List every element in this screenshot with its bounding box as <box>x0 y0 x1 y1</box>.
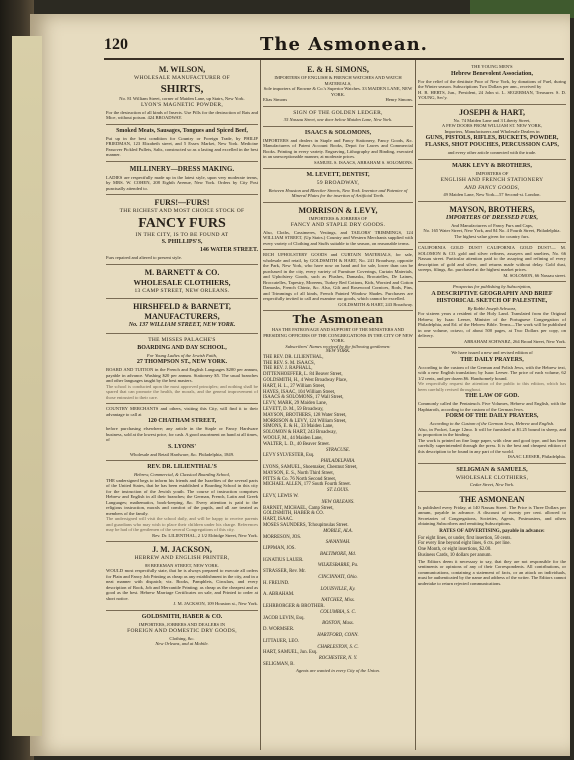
agent-name: MAYSON, BROTHERS, 128 Water Street, <box>263 412 347 418</box>
agent-name: THE REV. S. M. ISAACS, <box>263 360 315 366</box>
ad-display-line: FANCY FURS <box>138 215 226 231</box>
page-number: 120 <box>104 36 128 53</box>
asmonean-agents: The Asmonean HAS THE PATRONAGE AND SUPPORT OF THE MINISTERS AND PRESIDING OFFICERS OF THE CONGREGATIONS IN THE CITY OF NEW YORK. Subscribers' Names received by the following gentlemen: NEW YORK. THE REV. DR. LILIENTHAL, THE REV. S. M. ISAACS, THE REV. J. RAPHALL, DITTENHOEFFER, L. 84 Beaver Street, GOLDSMITH, H., 4 West Broadway Place, HART, H. L., 27 William Street, HAYES, ISAAC, 104 William Street, ISAACS & SOLOMONS, 17 Wall Street, LEVY, MARK, 29 Maiden Lane, LEVETT, D. M., 59 Broadway, MAYSON, BROTHERS, 128 Water Street, MORRISON & LEVY, 124 William Street, SIMONS, E. & H., 33 Maiden Lane, SOLOMON & HART, 243 Broadway, WOOLF, M., 44 Maiden Lane, WALTER, L. D., 40 Beaver Street. SYRACUSE. LEVY SYLVESTER, Esq. PHILADELPHIA. LYONS, SAMUEL, Shoemaker, Chestnut Street, MAYSON, E. S., North Third Street, PITTS & Co. 76 North Second Street, MICHAEL ALLEN, 177 South Fourth Street. ST. LOUIS. LEVY, LEWIS W. NEW ORLEANS. BARNET, MICHAEL, Camp Street, GOLDSMITH, HABER & CO. HART, ISAAC. MOSES SAUNDERS, Tchoupitoulas Street. MOBILE, ALA. MORRESON, JOS. SAVANNAH. LIPPMAN, JOS. BALTIMORE, Md. IGNATIUS LAUER. WILKESBARRE, Pa. STRASSER, Rev. Mr. CINCINNATI, Ohio. H. FREUND. LOUISVILLE, Ky. A. ABRAHAM. NATCHEZ, Miss. LEHRBORGER & BROTHER. COLUMBIA, S. C. JACOB LEVIN, Esq. BOSTON, Mass. D. WORMSER. HARTFORD, CONN. LITTAUER, LEO. CHARLESTON, S. C. HART, SAMUEL, Jun. Esq. ROCHESTER, N. Y. SELIGMAN, B. Agents are wanted in every City of the Union. <box>263 313 413 673</box>
rate-line: For every line beyond eight lines, 6 cts. per line. <box>418 541 511 547</box>
ad-boarding-school: THE MISSES PALACHE'S BOARDING AND DAY SCHOOL, For Young Ladies of the Jewish Faith, 27 THOMPSON ST., NEW YORK. BOARD AND TUITION in the French and English Languages $200 per annum, payable in advance. Washing $20 per annum. Stationery $5. The usual branches and other languages taught by the best masters. The school is conducted upon the most approved principles; and nothing shall be spared that can promote the health, the morals, and the general improvement of those entrusted to their care. <box>106 334 258 404</box>
agent-city: LOUISVILLE, Ky. <box>320 586 356 592</box>
agent-name: HAYES, ISAAC, 104 William Street, <box>263 389 336 395</box>
agent-name: GOLDSMITH, H., 4 West Broadway Place, <box>263 377 348 383</box>
agent-city: ROCHESTER, N. Y. <box>318 656 358 662</box>
agent-city: PHILADELPHIA. <box>320 459 356 465</box>
agent-city: COLUMBIA, S. C. <box>320 609 356 615</box>
ad-california-gold: CALIFORNIA GOLD DUST! CALIFORNIA GOLD DUST!— M. SOLOMON & CO. gold and silver refiners, assayers and smelters, No. 66 Nassau street. Particular attention paid to the assaying and refining of every description of gold and silver, and returns made without delay. Gold dust, sweeps, filings, &c. purchased at the highest market prices. M. SOLOMON, 66 Nassau street. <box>418 243 566 282</box>
agent-city: CINCINNATI, Ohio. <box>318 575 358 581</box>
rate-line: For eight lines, or under, first insertion, 50 cents. <box>418 535 512 541</box>
agent-name: LEVETT, D. M., 59 Broadway, <box>263 406 324 412</box>
page-header <box>104 34 564 60</box>
agent-name: MORRESON, JOS. <box>263 534 302 540</box>
agent-name: H. FREUND. <box>263 580 290 586</box>
agent-city: WILKESBARRE, Pa. <box>317 563 359 569</box>
ad-goldsmith-haber: GOLDSMITH, HABER & CO. IMPORTERS, JOBBERS AND DEALERS IN FOREIGN AND DOMESTIC DRY GOODS, Clothing, &c. New Orleans, and at Mobile. <box>127 613 237 646</box>
ad-mayson-brothers: MAYSON, BROTHERS, IMPORTERS OF DRESSED FURS, And Manufacturers of Fancy Furs and Caps, No. 165 Water Street, New York, and 84 No. 4 Fourth Street, Philadelphia. The highest value given for country furs. <box>418 202 566 244</box>
masthead-title: The Asmonean. <box>260 34 428 55</box>
ad-dentist: M. LEVETT, DENTIST, 59 BROADWAY, Between Houston and Bleecker Streets, New York. Inventor and Patentee of Mineral Plates for the insertion of Artificial Teeth. <box>263 169 413 203</box>
section-title: The Asmonean <box>292 313 384 326</box>
agent-name: WALTER, L. D., 40 Beaver Street. <box>263 441 330 447</box>
agent-name: A. ABRAHAM. <box>263 592 295 598</box>
ad-hirshfeld: HIRSHFELD & BARNETT, MANUFACTURERS, No. 137 WILLIAM STREET, NEW YORK. <box>106 299 258 334</box>
agent-name: MORRISON & LEVY, 124 William Street, <box>263 418 347 424</box>
agent-city: NEW ORLEANS. <box>321 499 355 505</box>
agent-name: ISAACS & SOLOMONS, 17 Wall Street, <box>263 395 344 401</box>
agent-city: NATCHEZ, Miss. <box>321 598 355 604</box>
ad-mark-levy: MARK LEVY & BROTHERS, IMPORTERS OF ENGLISH AND FRENCH STATIONERY AND FANCY GOODS, 49 Maiden Lane, New York—57 Second-st. London. <box>418 160 566 202</box>
agent-name: LYONS, SAMUEL, Shoemaker, Chestnut Street, <box>263 464 358 470</box>
agent-name: MICHAEL ALLEN, 177 South Fourth Street. <box>263 482 351 488</box>
agent-name: BARNET, MICHAEL, Camp Street, <box>263 505 334 511</box>
ad-daily-prayers: We have issued a new and revised edition of THE DAILY PRAYERS, According to the custom of the German and Polish Jews, with the Hebrew text, with a new English translation; by Isaac Leeser. The price of each volume, 62 1/2 cents, and per dozen $6. Handsomely bound. We respectfully request the attention of the public to this edition, which has been carefully revised throughout. THE LAW OF GOD. Commonly called the Pentateuch. Five Volumes, Hebrew and English, with the Haphtaroth, according to the custom of the German Jews. FORM OF THE DAILY PRAYERS, According to the Custom of the German Jews, Hebrew and English. Also, in Pocket, Large 12mo. It will be furnished at $1.25 bound in sheep, and in proportion in the binding. The work is printed on fine large paper, with clear and good type, and has been carefully superintended through the press. It is the best and cheapest edition of this description to be found in any part of the world. ISAAC LEESER, Philadelphia. <box>418 348 566 464</box>
ad-smoked-meats: Smoked Meats, Sausages, Tongues and Spiced Beef, Put up in the best condition for Country or Foreign Trade, by PHILIP FRIEDMAN, 123 Elizabeth street, and 5 Essex Market, New York. Medicine Passover Pickled Pullets, Salts, constructed so as a lasting and excelled in the best manner. <box>106 125 258 162</box>
ad-benevolent-association: THE YOUNG MEN'S Hebrew Benevolent Association, For the relief of the destitute Poor of New York, by donations of Fuel, during the Winter season. Subscriptions Two Dollars per ann., received by H. B. HERTS, Jun., President, 24 John st. L. SEGERMAN, Treasurer. S. D. YOUNG, Sec'y. <box>418 62 566 105</box>
agent-name: HART, H. L., 27 William Street, <box>263 383 326 389</box>
ad-seligman-samuels: SELIGMAN & SAMUELS, WHOLESALE CLOTHIERS, Cedar Street, New York. <box>418 464 566 492</box>
agent-name: SOLOMON & HART, 243 Broadway, <box>263 430 337 436</box>
column-3 <box>418 62 566 752</box>
ad-millinery: MILLINERY—DRESS MAKING. LADIES are respectfully made up in the latest style, upon very moderate terms, by MRS. W. COHEN, 208 Eighth Avenue, New York. Orders by City Post punctually attended to. <box>106 162 258 196</box>
ad-isaacs-solomons: ISAACS & SOLOMONS, IMPORTERS and dealers in Staple and Fancy Stationery, Fancy Goods, &c. Manufacturers of Patent Account Books, Depot for Lawes and Commercial Books. Printing in every variety. Engraving, Lithography and Binding, executed in an unexceptionable manner, at moderate prices. SAMUEL S. ISAACS, ABRAHAM S. SOLOMONS. <box>263 127 413 170</box>
agent-name: HART, ISAAC. <box>263 517 294 523</box>
agent-name: GOLDSMITH, HABER & CO. <box>263 511 324 517</box>
agent-city: BOSTON, Mass. <box>322 621 354 627</box>
agent-name: SIMONS, E. & H., 33 Maiden Lane, <box>263 424 334 430</box>
agent-city: SYRACUSE. <box>325 447 351 453</box>
agent-name: WOOLF, M., 44 Maiden Lane, <box>263 435 323 441</box>
column-2 <box>263 62 413 752</box>
ad-morrison-levy: MORRISON & LEVY, IMPORTERS & JOBBERS OF FANCY AND STAPLE DRY GOODS. Also, Cloths, Cassimeres, Vestings, and TAILORS' TRIMMINGS, 124 WILLIAM STREET, (Up Stairs.) Country and Western Merchants supplied with every variety of Clothing and Stuffs suitable to the season, on reasonable terms. <box>263 203 413 251</box>
agent-city: CHARLESTON, S. C. <box>317 644 359 650</box>
column-rule-2 <box>415 60 416 750</box>
agent-name: D. WORMSER. <box>263 627 295 633</box>
ad-golden-ledger: SIGN OF THE GOLDEN LEDGER, 35 Nassau Street, one door below Maiden Lane, New York. <box>263 107 413 127</box>
agent-name: MOSES SAUNDERS, Tchoupitoulas Street. <box>263 522 349 528</box>
agent-city: HARTFORD, CONN. <box>317 633 359 639</box>
adjacent-page-strip <box>12 36 42 736</box>
agent-city: MOBILE, ALA. <box>323 528 353 534</box>
agent-name: THE REV. DR. LILIENTHAL, <box>263 354 324 360</box>
ad-furs: FURS!—FURS! THE RICHEST AND MOST CHOICE STOCK OF FANCY FURS IN THE CITY, IS TO BE FOUND AT S. PHILLIPS'S, 146 WATER STREET. Furs repaired and altered to present style. <box>106 195 258 265</box>
agent-name: JACOB LEVIN, Esq. <box>263 615 305 621</box>
ad-barnett: M. BARNETT & CO. WHOLESALE CLOTHIERS, 13 CAMP STREET, NEW ORLEANS. <box>106 265 258 300</box>
column-1 <box>106 62 258 752</box>
agent-city: ST. LOUIS. <box>327 488 349 494</box>
ad-palestine-geography: Prospectus for publishing by Subscription, A DESCRIPTIVE GEOGRAPHY AND BRIEF HISTORICAL SKETCH OF PALESTINE, By Rabbi Joseph Schwarz, For sixteen years a resident of the Holy Land. Translated from the Original Hebrew, by Isaac Leeser, Minister of the Portuguese Congregation of Philadelphia, and Ed. of the Hebrew Bible. Terms—The work will be published in one volume, octavo, of about 500 pages, at Two Dollars per copy, on delivery. ABRAHAM SCHWARZ, 264 Broad Street, New York. <box>418 282 566 348</box>
agent-city: SAVANNAH. <box>325 540 351 546</box>
agent-name: THE REV. J. RAPHALL, <box>263 366 313 372</box>
agent-list <box>263 349 413 668</box>
ad-hardware: COUNTRY MERCHANTS and others, visiting this City, will find it to their advantage to call at 120 CHATHAM STREET, before purchasing elsewhere; any article in the Staple or Fancy Hardware business, sold at the lowest price, for cash. A good assortment on hand at all times, of S. LYONS' Wholesale and Retail Hardware, &c. Philadelphia, 1849. <box>106 404 258 461</box>
agent-name: LIPPMAN, JOS. <box>263 546 296 552</box>
ad-simons-watches: E. & H. SIMONS, IMPORTERS OF ENGLISH & FRENCH WATCHES AND WATCH MATERIALS, Sole importers of Browne & Co.'s Superior Watches. 33 MAIDEN LANE, NEW YORK. Elias Simons Henry Simons. <box>263 62 413 107</box>
rate-line: Business Cards, 10 dollars per annum. <box>418 552 492 558</box>
agent-name: STRASSER, Rev. Mr. <box>263 569 306 575</box>
agent-city: BALTIMORE, Md. <box>319 551 356 557</box>
agent-city: NEW YORK. <box>325 349 351 354</box>
ad-joseph-hart: JOSEPH & HART, No. 74 Maiden Lane and 3 Liberty Street, A FEW DOORS FROM WILLIAM ST. NEW YORK, Importers, Manufacturers and Wholesale Dealers in GUNS, PISTOLS, RIFLES, BUCKETS, POWDER, FLASKS, SHOT POUCHES, PERCUSSION CAPS, and every other article connected with the trade. <box>418 105 566 160</box>
publication-terms: THE ASMONEAN Is published every Friday, at 140 Nassau Street. The Price is Three Dollars per annum, payable in advance. A discount of twenty per cent. allowed to Secretaries of Congregations, Societies, Agents, Postmasters, and others obtaining Subscribers and remitting Subscriptions. RATES OF ADVERTISING, payable in advance: For eight lines, or under, first insertion, 50 cents. For every line beyond eight lines, 6 cts. per line. One Month, or eight insertions, $2.00. Business Cards, 10 dollars per annum. The Editors deem it necessary to say, that they are not responsible for the sentiments or opinions of any of their Correspondents. All contributions, or communications, containing a statement of facts, or an attack on individuals, must be authenticated by the name and address of the writer. The Editors cannot undertake to return rejected communications. <box>418 494 566 586</box>
ad-upholstery: RICH UPHOLSTERY GOODS and CURTAIN MATERIALS, for sale, wholesale and retail, by GOLDSMITH & HART, No. 241 Broadway, opposite the Park, New York, who have now on hand and for sale, lower than can be purchased in the city, every variety of Furniture Coverings, Curtain Materials, and Upholstery Goods, such as Plushes, Damasks, Brocatelles, De Laines, Broccatelles, Tapestry, Moreens, Turkey Red Cottons, Kids, Worsted and Cotton Damasks, French Chintz, &c. Also, Gilt and Rosewood Cornices, Rods, Pins, and Trimmings of all kinds, French Painted Window Shades. Purchasers are respectfully invited to call and examine our goods, which cannot be excelled. GOLDSMITH & HART, 243 Broadway. <box>263 250 413 311</box>
ad-lilienthal-school: REV. DR. LILIENTHAL'S Hebrew, Commercial, & Classical Boarding School, THE undersigned begs to inform his friends and the Israelites of the several parts of the United States, that he has been established a Boarding School in this city for the instruction of the Jewish youth. The course of instruction comprises Hebrew and English in all their branches; the German, French, Latin and Greek Languages; mathematics, book-keeping, &c. Every attention is paid to the religious instruction, morals and comfort of the pupils, and all are treated as members of the family. The undersigned will visit the school daily, and will be happy to receive parents and guardians who may wish to place their children under his charge. References may be had of the gentlemen of the several Congregations of this city. Rev. Dr. LILIENTHAL, 2 1/2 Eldridge Street, New York. <box>106 461 258 542</box>
column-rule-1 <box>260 60 261 750</box>
ad-jackson-printer: J. M. JACKSON, HEBREW AND ENGLISH PRINTER, 88 BEEKMAN STREET, NEW YORK. WOULD most respectfully state, that he is always prepared to execute all orders for Plain and Fancy Job Printing as cheap as any establishment in the city, and in a neat manner with dispatch; viz. Books, Pamphlets, Circulars, and every description of Book, Job and Mercantile Printing; as cheap as the cheapest and as good as the best. Hebrew Marriage Certificates on sale, and Printed to order at short notice. J. M. JACKSON, 109 Houston st., New York. <box>106 542 258 611</box>
agent-name: LEVY, MARK, 29 Maiden Lane, <box>263 401 327 407</box>
agent-name: LITTAUER, LEO. <box>263 638 299 644</box>
rates-list <box>418 536 566 559</box>
agent-name: SELIGMAN, B. <box>263 662 295 668</box>
rate-line: One Month, or eight insertions, $2.00. <box>418 547 492 553</box>
ad-heading: M. WILSON, <box>158 65 206 74</box>
agent-name: LEVY SYLVESTER, Esq. <box>263 453 315 459</box>
agent-name: LEHRBORGER & BROTHER. <box>263 604 325 610</box>
agent-name: HART, SAMUEL, Jun. Esq. <box>263 650 318 656</box>
agent-name: MAYSON, E. S., North Third Street, <box>263 470 334 476</box>
agent-name: LEVY, LEWIS W. <box>263 493 299 499</box>
agent-name: DITTENHOEFFER, L. 84 Beaver Street, <box>263 372 343 378</box>
ad-wilson: M. WILSON, WHOLESALE MANUFACTURER OF SHIRTS, No. 81 William Street, corner of Maiden Lane, up Stairs, New York. LYON'S MAGNETIC POWDER, For the destruction of all kinds of Insects. Use Pills for the destruction of Rats and Mice, without poison. 424 BROADWAY. <box>106 62 258 125</box>
agent-name: IGNATIUS LAUER. <box>263 557 304 563</box>
ad-display-line: SHIRTS, <box>160 82 204 95</box>
agent-name: PITTS & Co. 76 North Second Street, <box>263 476 337 482</box>
